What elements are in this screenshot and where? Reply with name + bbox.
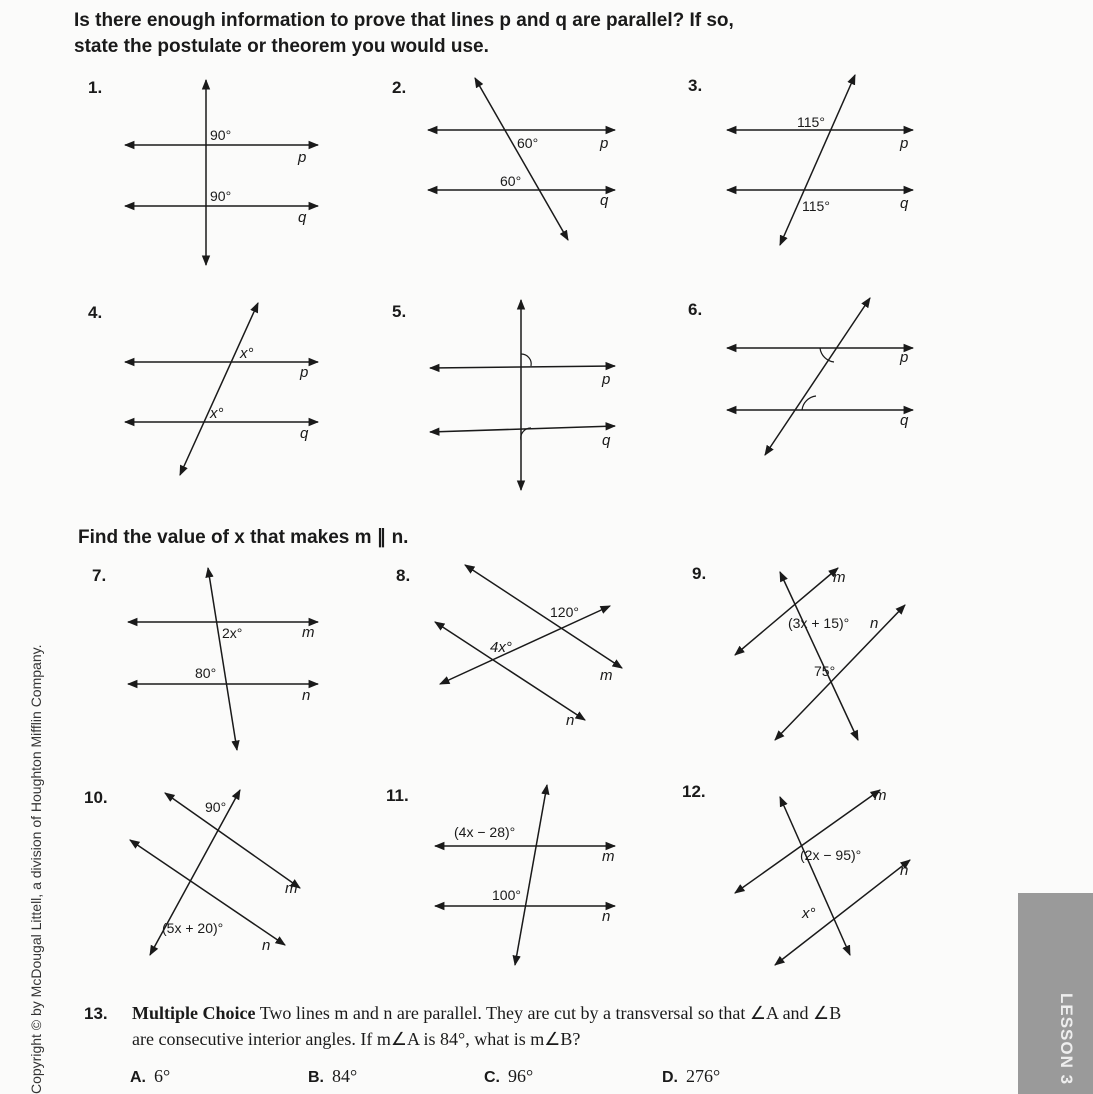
geometry-line [430,366,615,368]
question-text: Two lines m and n are parallel. They are cut by a transversal so that ∠A and ∠B are consecutive interior angles. If m∠A is 84°, what is m∠B? [132,1003,842,1049]
choice-value: 96° [508,1066,534,1086]
angle-label: (2x − 95)° [800,847,862,863]
angle-label: 60° [517,135,539,151]
line-label: n [870,615,879,632]
line-label: p [602,371,611,388]
line-label: n [302,687,311,704]
line-label: q [900,195,909,212]
angle-label: 115° [797,114,825,130]
choice-value: 84° [332,1066,358,1086]
line-label: m [602,848,615,865]
line-label: m [600,667,613,684]
problem-number: 8. [396,566,411,585]
geometry-line [735,790,880,893]
line-label: n [900,862,909,879]
geometry-line [180,303,258,475]
choice-b[interactable] [308,1066,357,1087]
problem-number: 12. [682,782,706,801]
angle-label: 75° [814,663,836,679]
angle-arcs [521,348,834,440]
angle-label: 100° [492,887,521,903]
choice-d[interactable] [662,1066,720,1087]
line-label: p [900,135,909,152]
line-label: q [300,425,309,442]
line-label: p [900,349,909,366]
angle-label: 4x° [490,639,512,656]
diagram-part [125,75,913,965]
choice-letter: D. [662,1069,678,1086]
line-label: n [262,937,271,954]
problem-number: 1. [88,78,103,97]
geometry-line [775,860,910,965]
diagram-part [802,396,816,410]
geometry-line [475,78,568,240]
angle-label: x° [240,345,254,362]
diagram-part [521,354,531,366]
lesson-side-tab [1018,893,1093,1094]
angle-label: (3x + 15)° [788,615,850,631]
line-label: p [300,364,309,381]
line-label: q [900,412,909,429]
geometry-line [430,426,615,432]
geometry-line [515,785,547,965]
lesson-tab-label: LESSON 3 [1057,993,1076,1086]
diagram-part [521,428,531,440]
geometry-line [165,793,300,888]
angle-label: (5x + 20)° [162,920,224,936]
angle-label: 80° [195,665,217,681]
line-label: m [874,787,887,804]
problem-number: 4. [88,303,103,322]
copyright-notice: Copyright © by McDougal Littell, a division of Houghton Mifflin Company. [28,644,44,1094]
line-label: m [833,569,846,586]
choice-a[interactable] [130,1066,170,1087]
problem-number: 6. [688,300,703,319]
line-label: p [600,135,609,152]
line-label: q [298,209,307,226]
question-13 [84,1000,842,1049]
angle-label: 60° [500,173,522,189]
choice-letter: A. [130,1069,146,1086]
geometry-line [765,298,870,455]
choice-c[interactable] [484,1066,533,1087]
geometry-line [208,568,237,750]
section-2-instructions: Find the value of x that makes m ∥ n. [78,527,409,548]
angle-label: 90° [210,127,232,143]
angle-label: (4x − 28)° [454,824,516,840]
instructions-line-1: Is there enough information to prove that lines p and q are parallel? If so, [74,10,734,31]
angle-label: 2x° [222,625,243,641]
question-number: 13. [84,1004,108,1023]
instructions-line-2: state the postulate or theorem you would use. [74,36,489,57]
line-label: n [602,908,611,925]
line-label: q [602,432,611,449]
line-label: m [302,624,315,641]
angle-label: x° [802,905,816,922]
geometry-line [465,565,622,668]
problem-number: 11. [386,786,409,805]
geometry-line [435,622,585,720]
geometry-line [780,75,855,245]
line-label: m [285,880,298,897]
problem-number: 3. [688,76,703,95]
angle-label: 120° [550,604,579,620]
geometry-line [440,606,610,684]
line-label: n [566,712,575,729]
choice-letter: B. [308,1069,324,1086]
angle-label: 90° [205,799,227,815]
line-label: p [298,149,307,166]
choice-letter: C. [484,1069,500,1086]
question-type: Multiple Choice [132,1003,256,1023]
problem-number: 10. [84,788,108,807]
problem-number: 5. [392,302,407,321]
problem-number: 9. [692,564,707,583]
line-label: q [600,192,609,209]
geometry-line [780,797,850,955]
problem-number: 2. [392,78,407,97]
angle-label: x° [210,405,224,422]
choice-value: 6° [154,1066,171,1086]
angle-label: 90° [210,188,232,204]
problem-number: 7. [92,566,107,585]
choice-value: 276° [686,1066,721,1086]
geometry-line [780,572,858,740]
angle-label: 115° [802,198,830,214]
geometry-line [735,568,838,655]
